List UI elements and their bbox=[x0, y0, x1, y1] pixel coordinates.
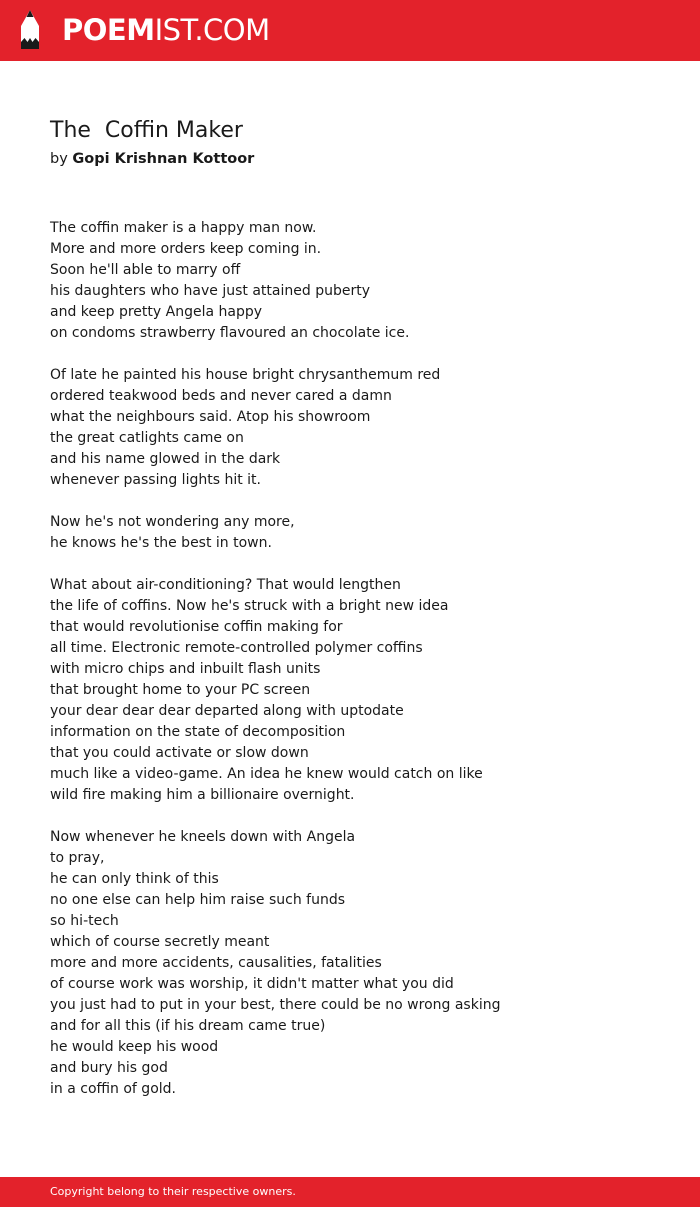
poem-line: Now whenever he kneels down with Angela bbox=[50, 829, 356, 845]
poem-title: The Coffin Maker bbox=[50, 118, 243, 143]
poem-line: the great catlights came on bbox=[50, 430, 244, 446]
poem-line: that you could activate or slow down bbox=[50, 745, 309, 761]
poem-line: no one else can help him raise such funds bbox=[50, 892, 346, 908]
poem-author: Gopi Krishnan Kottoor bbox=[72, 151, 255, 167]
poem-line: more and more accidents, causalities, fatalities bbox=[50, 955, 382, 971]
logo-text-light: IST.COM bbox=[154, 13, 270, 47]
poem-body bbox=[50, 218, 670, 1121]
logo-text-bold: POEM bbox=[62, 13, 155, 47]
poem-line: of course work was worship, it didn't matter what you did bbox=[50, 976, 454, 992]
poem-line: in a coffin of gold. bbox=[50, 1081, 176, 1097]
copyright-notice: Copyright belong to their respective owners. bbox=[50, 1185, 296, 1198]
poem-line: his daughters who have just attained puberty bbox=[50, 283, 370, 299]
poem-line: wild fire making him a billionaire overnight. bbox=[50, 787, 355, 803]
poem-line: your dear dear dear departed along with uptodate bbox=[50, 703, 404, 719]
poem-line: he would keep his wood bbox=[50, 1039, 219, 1055]
poem-line: Soon he'll able to marry off bbox=[50, 262, 241, 278]
poem-line: so hi-tech bbox=[50, 913, 119, 929]
poem-line: that would revolutionise coffin making for bbox=[50, 619, 343, 635]
poem-line: with micro chips and inbuilt flash units bbox=[50, 661, 321, 677]
poem-line: and for all this (if his dream came true) bbox=[50, 1018, 326, 1034]
poem-line: much like a video-game. An idea he knew would catch on like bbox=[50, 766, 483, 782]
poem-line: What about air-conditioning? That would lengthen bbox=[50, 577, 401, 593]
pen-nib-icon[interactable] bbox=[17, 9, 43, 51]
poem-line: all time. Electronic remote-controlled polymer coffins bbox=[50, 640, 423, 656]
poem-line: he can only think of this bbox=[50, 871, 219, 887]
poem-line: to pray, bbox=[50, 850, 105, 866]
poem-stanza bbox=[50, 365, 670, 491]
poem-byline bbox=[50, 149, 254, 169]
poem-line: information on the state of decomposition bbox=[50, 724, 346, 740]
poem-line: and his name glowed in the dark bbox=[50, 451, 281, 467]
poem-stanza bbox=[50, 218, 670, 344]
poem-line: ordered teakwood beds and never cared a damn bbox=[50, 388, 392, 404]
site-footer bbox=[0, 1177, 700, 1207]
poem-line: the life of coffins. Now he's struck with a bright new idea bbox=[50, 598, 449, 614]
byline-prefix: by bbox=[50, 151, 68, 167]
poem-line: you just had to put in your best, there could be no wrong asking bbox=[50, 997, 501, 1013]
poem-line: and bury his god bbox=[50, 1060, 168, 1076]
poem-line: on condoms strawberry flavoured an chocolate ice. bbox=[50, 325, 410, 341]
poem-stanza bbox=[50, 827, 670, 1100]
poem-line: and keep pretty Angela happy bbox=[50, 304, 263, 320]
site-header bbox=[0, 0, 700, 61]
poem-line: which of course secretly meant bbox=[50, 934, 270, 950]
poem-stanza bbox=[50, 512, 670, 554]
poem-line: The coffin maker is a happy man now. bbox=[50, 220, 317, 236]
poem-line: that brought home to your PC screen bbox=[50, 682, 311, 698]
poem-line: More and more orders keep coming in. bbox=[50, 241, 322, 257]
poem-line: whenever passing lights hit it. bbox=[50, 472, 261, 488]
poem-stanza bbox=[50, 575, 670, 806]
poem-line: Now he's not wondering any more, bbox=[50, 514, 295, 530]
poem-line: Of late he painted his house bright chrysanthemum red bbox=[50, 367, 441, 383]
site-logo[interactable] bbox=[62, 12, 270, 48]
poem-line: what the neighbours said. Atop his showroom bbox=[50, 409, 371, 425]
poem-line: he knows he's the best in town. bbox=[50, 535, 272, 551]
